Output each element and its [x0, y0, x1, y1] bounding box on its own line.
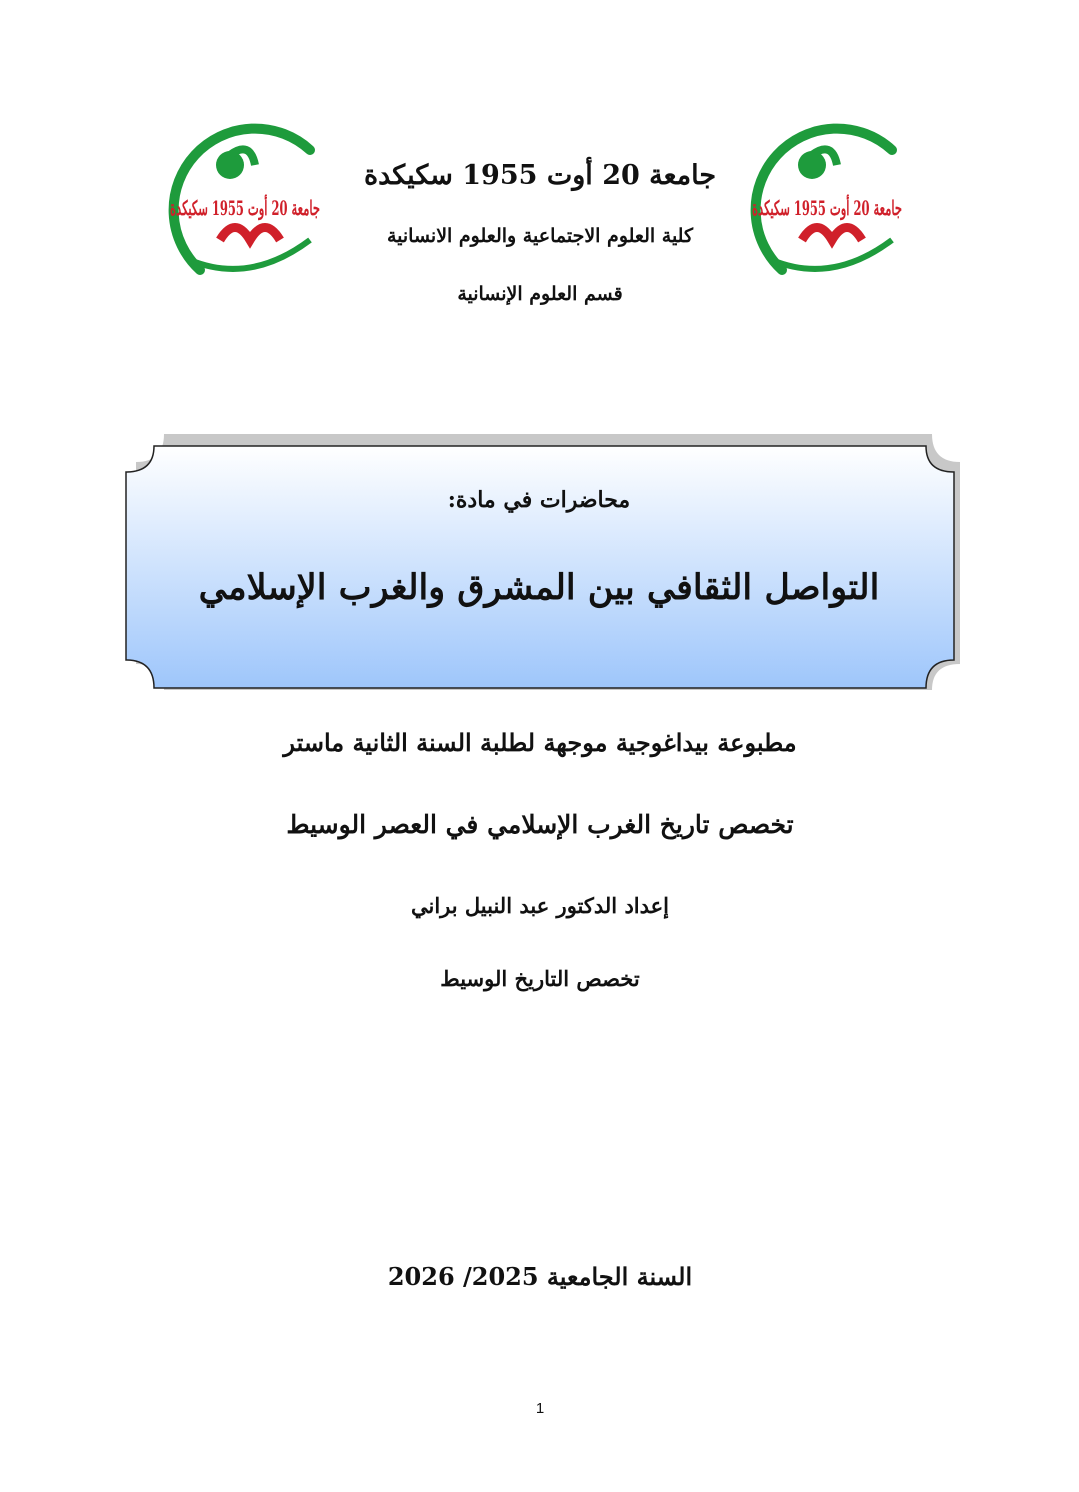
specialization-line: تخصص تاريخ الغرب الإسلامي في العصر الوسيط	[286, 810, 794, 839]
svg-text:جامعة 20 أوت 1955 سكيكدة: جامعة 20 أوت 1955 سكيكدة	[170, 196, 345, 220]
banner-frame	[124, 432, 968, 694]
page-number: 1	[535, 1400, 545, 1417]
author-line: إعداد الدكتور عبد النبيل براني	[410, 893, 670, 918]
university-name: جامعة 20 أوت 1955 سكيكدة	[363, 160, 717, 191]
university-logo-left	[160, 110, 345, 280]
title-banner	[124, 432, 968, 694]
university-seal-icon	[160, 110, 345, 280]
university-logo-right	[742, 110, 927, 280]
logo-text	[752, 194, 927, 221]
faculty-name: كلية العلوم الاجتماعية والعلوم الانسانية	[386, 225, 694, 247]
university-seal-icon	[742, 110, 927, 280]
banner-title: التواصل الثقافي بين المشرق والغرب الإسلامي	[198, 567, 880, 608]
logo-text	[170, 194, 345, 221]
svg-text:جامعة 20 أوت 1955 سكيكدة: جامعة 20 أوت 1955 سكيكدة	[752, 196, 927, 220]
banner-subtitle: محاضرات في مادة:	[447, 487, 631, 513]
document-description: مطبوعة بيداغوجية موجهة لطلبة السنة الثانية ماستر	[283, 728, 797, 757]
department-name: قسم العلوم الإنسانية	[457, 283, 623, 305]
academic-year: السنة الجامعية 2025/ 2026	[387, 1262, 693, 1291]
author-specialty: تخصص التاريخ الوسيط	[440, 966, 640, 991]
